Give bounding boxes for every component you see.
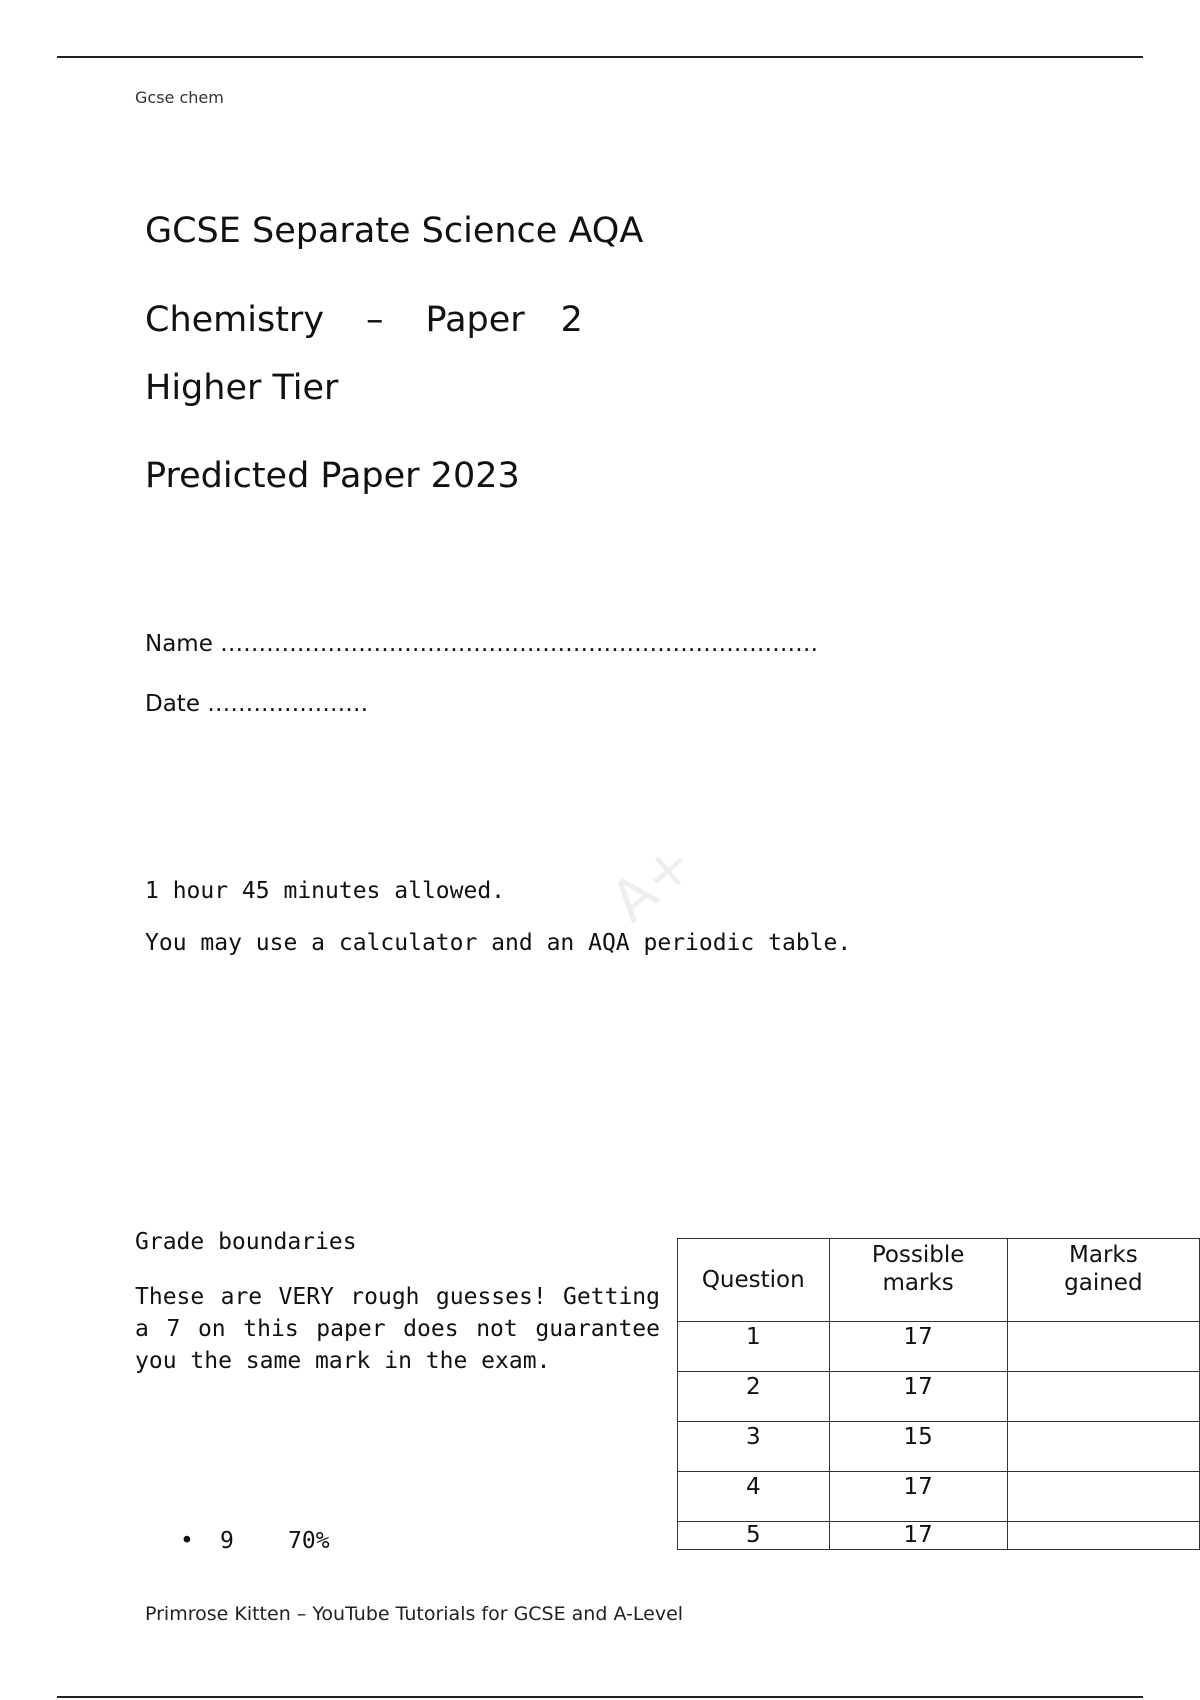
bottom-rule <box>57 1696 1143 1698</box>
top-rule <box>57 56 1143 58</box>
bullet-icon: • <box>180 1528 194 1554</box>
header-note: Gcse chem <box>135 88 224 107</box>
marks-gained-cell[interactable] <box>1007 1522 1199 1550</box>
table-header-row <box>678 1239 1200 1322</box>
date-dots: ………………… <box>207 691 369 717</box>
question-number: 1 <box>678 1322 830 1372</box>
possible-marks: 15 <box>829 1422 1007 1472</box>
title-tier: Higher Tier <box>145 368 339 408</box>
table-row <box>678 1422 1200 1472</box>
grade-list <box>180 1528 330 1554</box>
marks-gained-cell[interactable] <box>1007 1322 1199 1372</box>
question-number: 3 <box>678 1422 830 1472</box>
name-field[interactable] <box>145 631 818 657</box>
grade-value: 9 <box>220 1528 234 1554</box>
paper-number: 2 <box>560 300 583 340</box>
time-allowed: 1 hour 45 minutes allowed. <box>145 878 506 904</box>
grade-boundaries-note: These are VERY rough guesses! Getting a 7 on this paper does not guarantee you the same mark in the exam. <box>135 1284 660 1374</box>
title-predicted: Predicted Paper 2023 <box>145 456 520 496</box>
header-possible-marks: Possible marks <box>829 1239 1007 1322</box>
grade-boundaries-heading: Grade boundaries <box>135 1229 357 1255</box>
grade-percent: 70% <box>288 1528 330 1554</box>
footer-credit: Primrose Kitten – YouTube Tutorials for GCSE and A-Level <box>145 1603 684 1625</box>
dash: – <box>366 300 384 340</box>
name-label: Name <box>145 631 213 657</box>
marks-table <box>677 1238 1200 1550</box>
question-number: 2 <box>678 1372 830 1422</box>
possible-marks: 17 <box>829 1472 1007 1522</box>
grade-item <box>180 1528 330 1554</box>
header-marks-gained: Marks gained <box>1007 1239 1199 1322</box>
marks-gained-cell[interactable] <box>1007 1372 1199 1422</box>
date-field[interactable] <box>145 691 368 717</box>
question-number: 5 <box>678 1522 830 1550</box>
table-row <box>678 1372 1200 1422</box>
marks-gained-cell[interactable] <box>1007 1422 1199 1472</box>
title-subject-paper <box>145 300 583 340</box>
possible-marks: 17 <box>829 1322 1007 1372</box>
equipment-note: You may use a calculator and an AQA periodic table. <box>145 930 852 956</box>
title-exam-board: GCSE Separate Science AQA <box>145 211 644 251</box>
header-question: Question <box>678 1239 830 1322</box>
table-row <box>678 1522 1200 1550</box>
marks-gained-cell[interactable] <box>1007 1472 1199 1522</box>
possible-marks: 17 <box>829 1372 1007 1422</box>
date-label: Date <box>145 691 200 717</box>
subject-label: Chemistry <box>145 300 325 340</box>
question-number: 4 <box>678 1472 830 1522</box>
watermark: A+ <box>599 830 707 935</box>
table-row <box>678 1322 1200 1372</box>
paper-label: Paper <box>425 300 525 340</box>
name-dots: …………………………………………………………………… <box>220 631 819 657</box>
possible-marks: 17 <box>829 1522 1007 1550</box>
table-row <box>678 1472 1200 1522</box>
